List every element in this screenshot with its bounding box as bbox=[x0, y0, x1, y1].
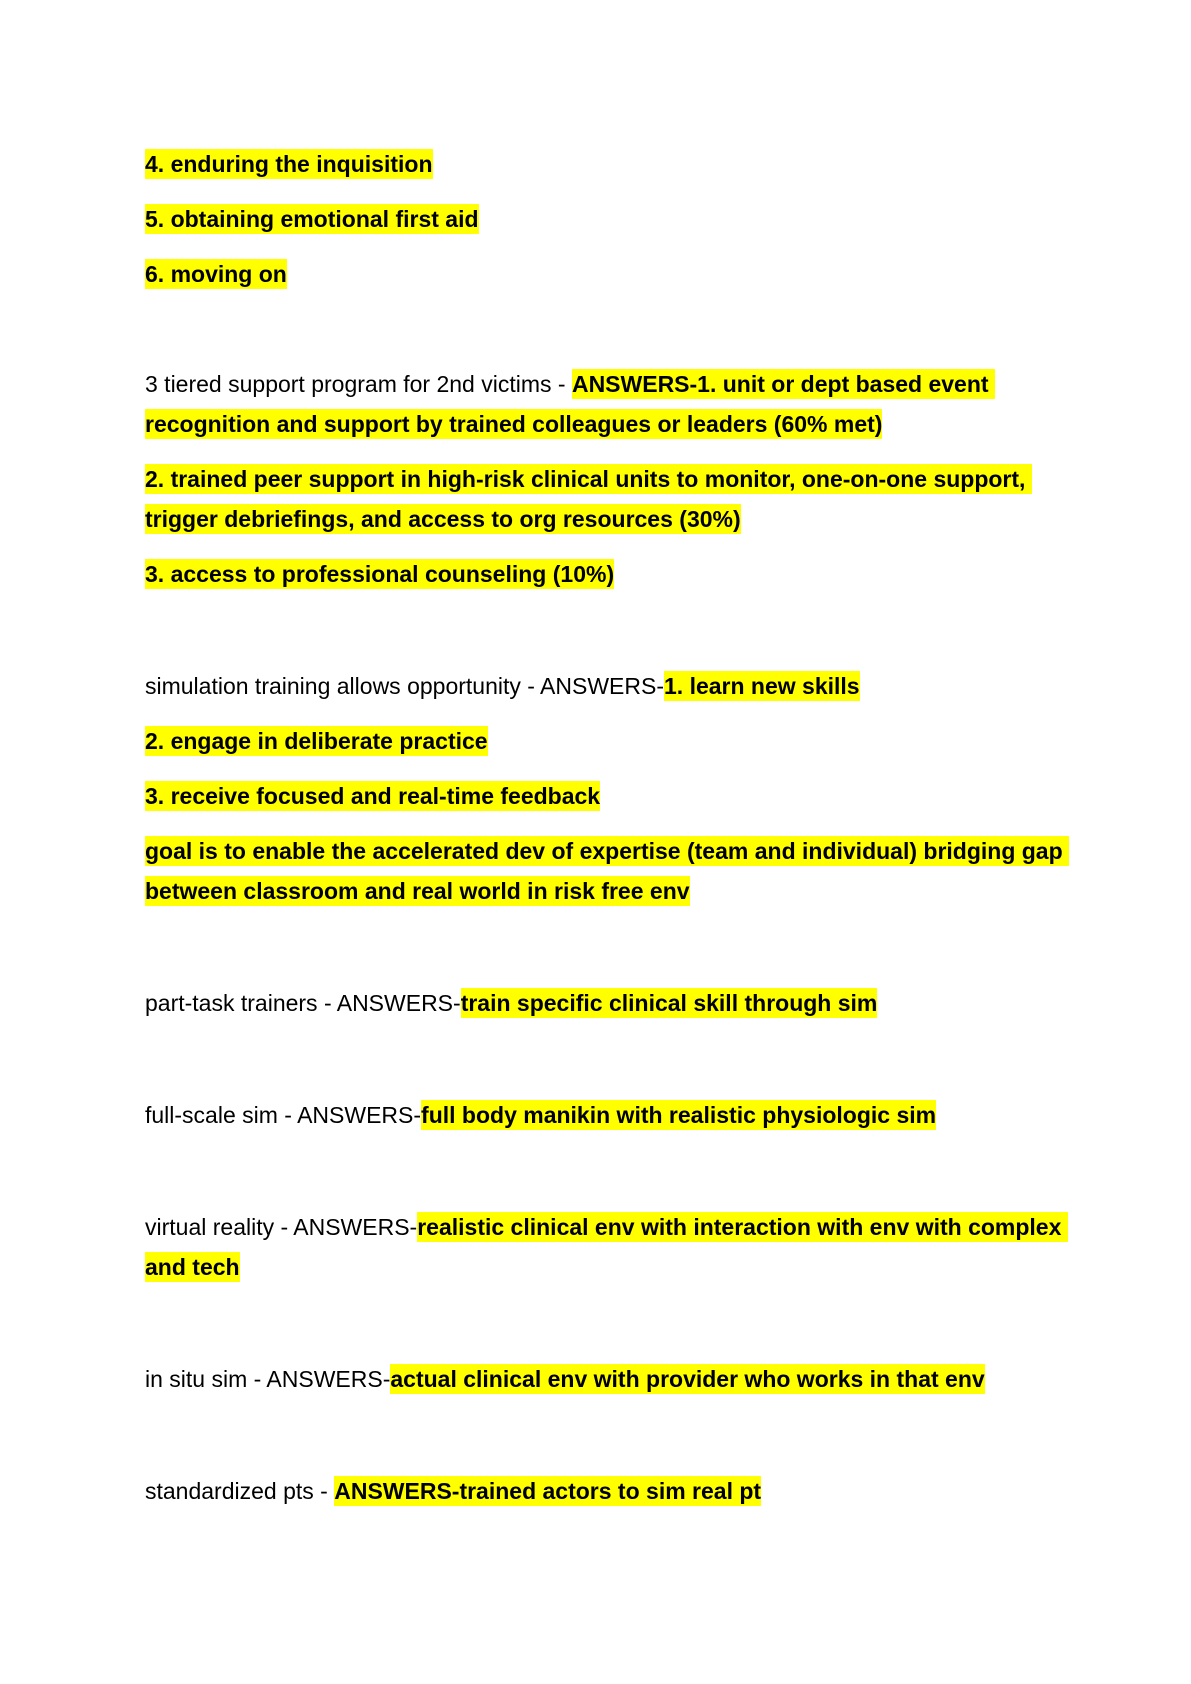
answer-continuation bbox=[145, 776, 1075, 816]
flashcard-entry bbox=[145, 1471, 1075, 1511]
highlighted-text: 5. obtaining emotional first aid bbox=[145, 206, 479, 232]
answer-prefix: ANSWERS- bbox=[540, 673, 664, 699]
highlighted-text: 3. receive focused and real-time feedback bbox=[145, 783, 601, 809]
spacer bbox=[145, 1150, 1075, 1207]
term-text: simulation training allows opportunity - bbox=[145, 673, 541, 699]
answer-prefix: ANSWERS- bbox=[336, 990, 461, 1016]
term-text: 3 tiered support program for 2nd victims - bbox=[145, 371, 572, 397]
highlighted-text: 3. access to professional counseling (10%) bbox=[145, 561, 615, 587]
answer-text: ANSWERS-1. unit or dept based event recognition and support by trained colleagues or leaders (60% met) bbox=[145, 371, 995, 437]
answer-prefix: ANSWERS- bbox=[293, 1214, 418, 1240]
term-text: standardized pts - bbox=[145, 1478, 335, 1504]
answer-prefix: ANSWERS- bbox=[266, 1366, 391, 1392]
answer-text: full body manikin with realistic physiologic sim bbox=[421, 1102, 937, 1128]
spacer bbox=[145, 1038, 1075, 1095]
term-text: full-scale sim - bbox=[145, 1102, 298, 1128]
flashcard-entry bbox=[145, 1359, 1075, 1399]
spacer bbox=[145, 1302, 1075, 1359]
spacer bbox=[145, 309, 1075, 364]
highlighted-text: 2. trained peer support in high-risk clinical units to monitor, one-on-one support, trigger debriefings, and access to org resources (30%) bbox=[145, 466, 1032, 532]
flashcard-entry bbox=[145, 1207, 1075, 1287]
highlighted-text: 2. engage in deliberate practice bbox=[145, 728, 488, 754]
answer-text: train specific clinical skill through sim bbox=[460, 990, 878, 1016]
highlighted-text: goal is to enable the accelerated dev of expertise (team and individual) bridging gap between classroom and real world in risk free env bbox=[145, 838, 1070, 904]
answer-continuation bbox=[145, 721, 1075, 761]
flashcard-entry bbox=[145, 666, 1075, 706]
term-text: part-task trainers - bbox=[145, 990, 337, 1016]
list-item bbox=[145, 254, 1075, 294]
answer-text: ANSWERS-trained actors to sim real pt bbox=[334, 1478, 762, 1504]
answer-text: realistic clinical env with interaction with env with complex and tech bbox=[145, 1214, 1068, 1280]
spacer bbox=[145, 609, 1075, 666]
highlighted-text: 4. enduring the inquisition bbox=[145, 151, 433, 177]
answer-text: actual clinical env with provider who works in that env bbox=[390, 1366, 985, 1392]
list-item bbox=[145, 199, 1075, 239]
answer-text: 1. learn new skills bbox=[664, 673, 860, 699]
term-text: in situ sim - bbox=[145, 1366, 267, 1392]
answer-prefix: ANSWERS- bbox=[297, 1102, 422, 1128]
list-item bbox=[145, 144, 1075, 184]
spacer bbox=[145, 1414, 1075, 1471]
term-text: virtual reality - bbox=[145, 1214, 294, 1240]
spacer bbox=[145, 926, 1075, 983]
flashcard-entry bbox=[145, 364, 1075, 444]
document-content bbox=[145, 144, 1075, 1526]
flashcard-entry bbox=[145, 983, 1075, 1023]
answer-continuation bbox=[145, 831, 1075, 911]
flashcard-entry bbox=[145, 1095, 1075, 1135]
highlighted-text: 6. moving on bbox=[145, 261, 287, 287]
answer-continuation bbox=[145, 459, 1075, 539]
answer-continuation bbox=[145, 554, 1075, 594]
